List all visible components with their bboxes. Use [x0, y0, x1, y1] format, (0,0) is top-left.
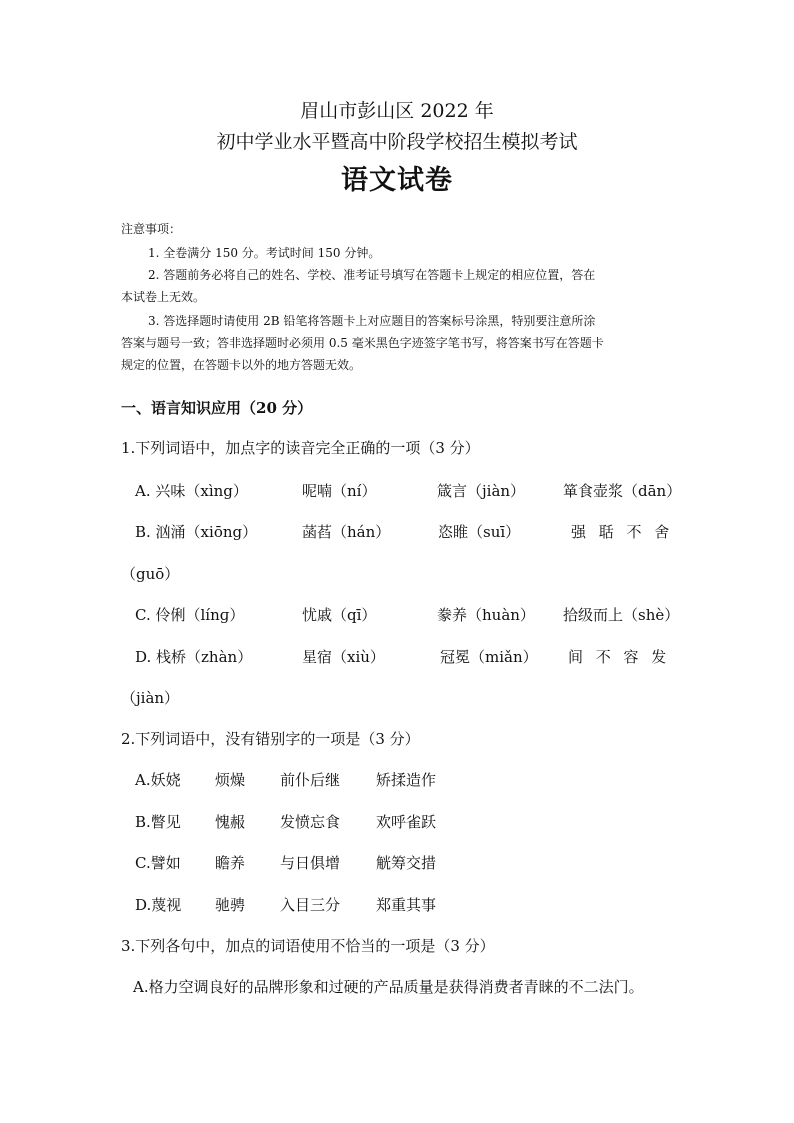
exam-name: 初中学业水平暨高中阶段学校招生模拟考试	[216, 131, 578, 153]
question-3-stem: 3.下列各句中，加点的词语使用不恰当的一项是（3 分）	[121, 937, 495, 955]
page-title: 语文试卷	[341, 165, 453, 196]
q2-c-word-1: C.譬如	[135, 854, 181, 872]
note-item-3-cont: 答案与题号一致；答非选择题时必须用 0.5 毫米黑色字迹签字笔书写，将答案书写在答题卡	[121, 336, 604, 350]
q1-d-word-4: 间 不 容 发	[568, 648, 671, 666]
q1-a-word-2: 呢喃（ní）	[302, 482, 377, 500]
q2-d-word-3: 入目三分	[280, 896, 341, 914]
q2-c-word-3: 与日俱增	[280, 854, 341, 872]
question-1-stem: 1.下列词语中，加点字的读音完全正确的一项（3 分）	[121, 439, 480, 457]
note-item-2-cont: 本试卷上无效。	[121, 290, 206, 304]
q2-d-word-2: 驰骋	[215, 896, 246, 914]
exam-region-year: 眉山市彭山区 2022 年	[300, 100, 494, 122]
q2-d-word-1: D.蔑视	[135, 896, 182, 914]
q1-b-word-2: 菡萏（hán）	[302, 523, 391, 541]
q2-a-word-1: A.妖娆	[135, 771, 181, 789]
q2-a-word-4: 矫揉造作	[376, 771, 437, 789]
q2-b-word-4: 欢呼雀跃	[376, 813, 437, 831]
q2-a-word-2: 烦燥	[215, 771, 246, 789]
q1-b-continuation: （guō）	[121, 565, 180, 583]
q1-a-word-4: 箪食壶浆（dān）	[563, 482, 682, 500]
q2-c-word-4: 觥筹交措	[376, 854, 437, 872]
q2-c-word-2: 瞻养	[215, 854, 246, 872]
q1-b-word-3: 恣睢（suī）	[438, 523, 521, 541]
q1-d-continuation: （jiàn）	[121, 689, 180, 707]
question-2-stem: 2.下列词语中，没有错别字的一项是（3 分）	[121, 730, 420, 748]
note-item-3: 3. 答选择题时请使用 2B 铅笔将答题卡上对应题目的答案标号涂黑，特别要注意所涂	[148, 314, 596, 328]
q1-c-word-1: C. 伶俐（línɡ）	[135, 606, 245, 624]
q3-option-a: A.格力空调良好的品牌形象和过硬的产品质量是获得消费者青睐的不二法门。	[133, 978, 644, 996]
note-item-3-cont2: 规定的位置，在答题卡以外的地方答题无效。	[121, 358, 362, 372]
q1-c-word-4: 拾级而上（shè）	[563, 606, 680, 624]
q2-b-word-2: 愧赧	[215, 813, 246, 831]
q2-b-word-3: 发愤忘食	[280, 813, 341, 831]
q2-b-word-1: B.瞥见	[135, 813, 181, 831]
note-item-1: 1. 全卷满分 150 分。考试时间 150 分钟。	[148, 246, 381, 260]
notes-heading: 注意事项：	[121, 222, 182, 236]
section-title: 一、语言知识应用（20 分）	[121, 399, 313, 417]
q1-b-word-1: B. 汹涌（xiōng）	[135, 523, 258, 541]
q1-a-word-1: A. 兴味（xìng）	[135, 482, 248, 500]
note-item-2: 2. 答题前务必将自己的姓名、学校、准考证号填写在答题卡上规定的相应位置，答在	[148, 268, 596, 282]
q2-a-word-3: 前仆后继	[280, 771, 341, 789]
q1-d-word-1: D. 栈桥（zhàn）	[135, 648, 253, 666]
q1-c-word-2: 忧戚（qī）	[302, 606, 377, 624]
q2-d-word-4: 郑重其事	[376, 896, 437, 914]
q1-b-word-4: 强 聒 不 舍	[571, 523, 674, 541]
q1-a-word-3: 箴言（jiàn）	[437, 482, 526, 500]
q1-c-word-3: 豢养（huàn）	[437, 606, 535, 624]
q1-d-word-3: 冠冕（miǎn）	[440, 648, 538, 666]
q1-d-word-2: 星宿（xiù）	[302, 648, 385, 666]
